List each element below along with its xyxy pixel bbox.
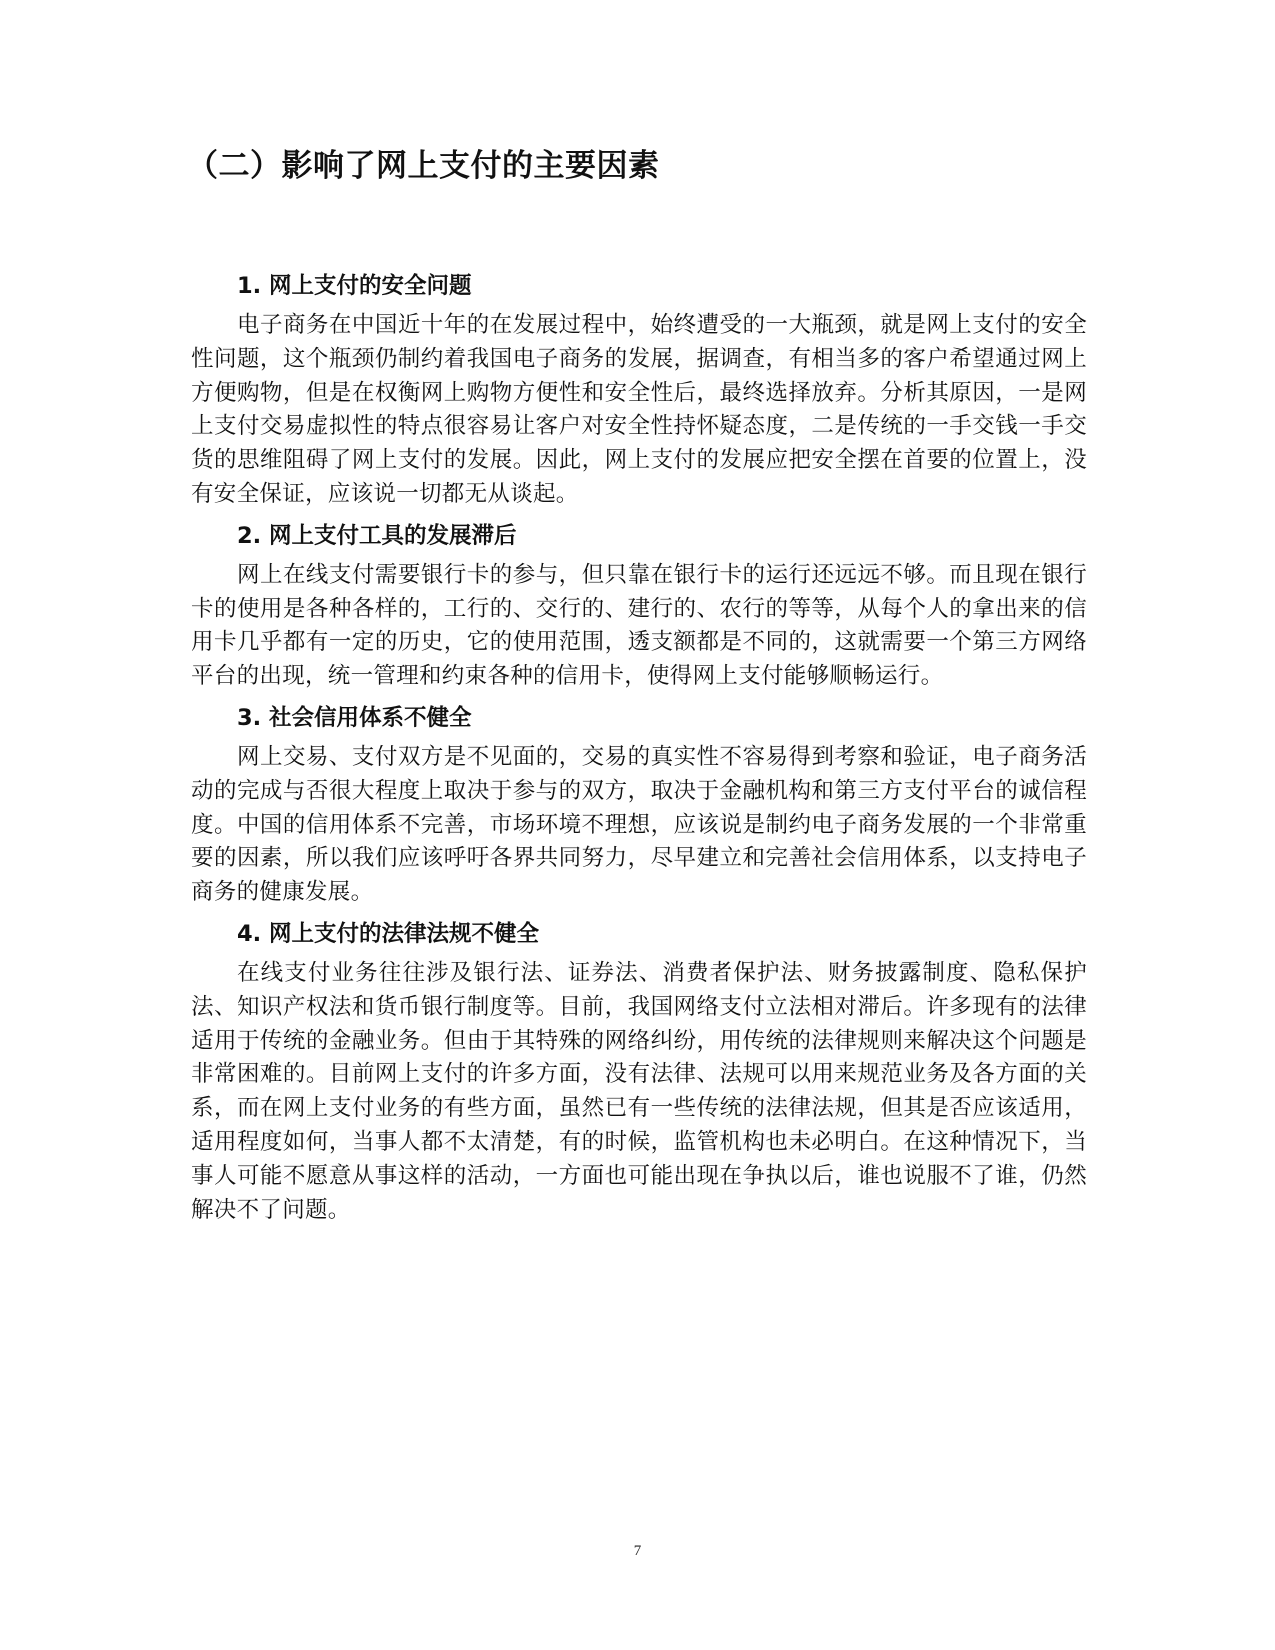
section-body: 电子商务在中国近十年的在发展过程中，始终遭受的一大瓶颈，就是网上支付的安全性问题，这个瓶颈仍制约着我国电子商务的发展，据调查，有相当多的客户希望通过网上方便购物，但是在权衡网上购物方便性和安全性后，最终选择放弃。分析其原因，一是网上支付交易虚拟性的特点很容易让客户对安全性持怀疑态度，二是传统的一手交钱一手交货的思维阻碍了网上支付的发展。因此，网上支付的发展应把安全摆在首要的位置上，没有安全保证，应该说一切都无从谈起。	[191, 312, 1087, 507]
section-2	[191, 520, 1087, 694]
section-1	[191, 270, 1087, 512]
page-content	[187, 146, 1087, 1235]
page-title: （二）影响了网上支付的主要因素	[187, 148, 660, 184]
section-4	[191, 918, 1087, 1227]
section-3	[191, 702, 1087, 910]
section-body: 在线支付业务往往涉及银行法、证券法、消费者保护法、财务披露制度、隐私保护法、知识产权法和货币银行制度等。目前，我国网络支付立法相对滞后。许多现有的法律适用于传统的金融业务。但由于其特殊的网络纠纷，用传统的法律规则来解决这个问题是非常困难的。目前网上支付的许多方面，没有法律、法规可以用来规范业务及各方面的关系，而在网上支付业务的有些方面，虽然已有一些传统的法律法规，但其是否应该适用，适用程度如何，当事人都不太清楚，有的时候，监管机构也未必明白。在这种情况下，当事人可能不愿意从事这样的活动，一方面也可能出现在争执以后，谁也说服不了谁，仍然解决不了问题。	[191, 959, 1087, 1223]
section-body: 网上在线支付需要银行卡的参与，但只靠在银行卡的运行还远远不够。而且现在银行卡的使用是各种各样的，工行的、交行的、建行的、农行的等等，从每个人的拿出来的信用卡几乎都有一定的历史，它的使用范围，透支额都是不同的，这就需要一个第三方网络平台的出现，统一管理和约束各种的信用卡，使得网上支付能够顺畅运行。	[191, 561, 1087, 690]
page-number: 7	[633, 1543, 642, 1559]
section-heading: 2. 网上支付工具的发展滞后	[237, 522, 517, 549]
section-heading: 3. 社会信用体系不健全	[237, 704, 472, 731]
section-heading: 4. 网上支付的法律法规不健全	[237, 920, 540, 947]
section-heading: 1. 网上支付的安全问题	[237, 273, 472, 299]
section-body: 网上交易、支付双方是不见面的，交易的真实性不容易得到考察和验证，电子商务活动的完成与否很大程度上取决于参与的双方，取决于金融机构和第三方支付平台的诚信程度。中国的信用体系不完善，市场环境不理想，应该说是制约电子商务发展的一个非常重要的因素，所以我们应该呼吁各界共同努力，尽早建立和完善社会信用体系，以支持电子商务的健康发展。	[191, 743, 1087, 906]
